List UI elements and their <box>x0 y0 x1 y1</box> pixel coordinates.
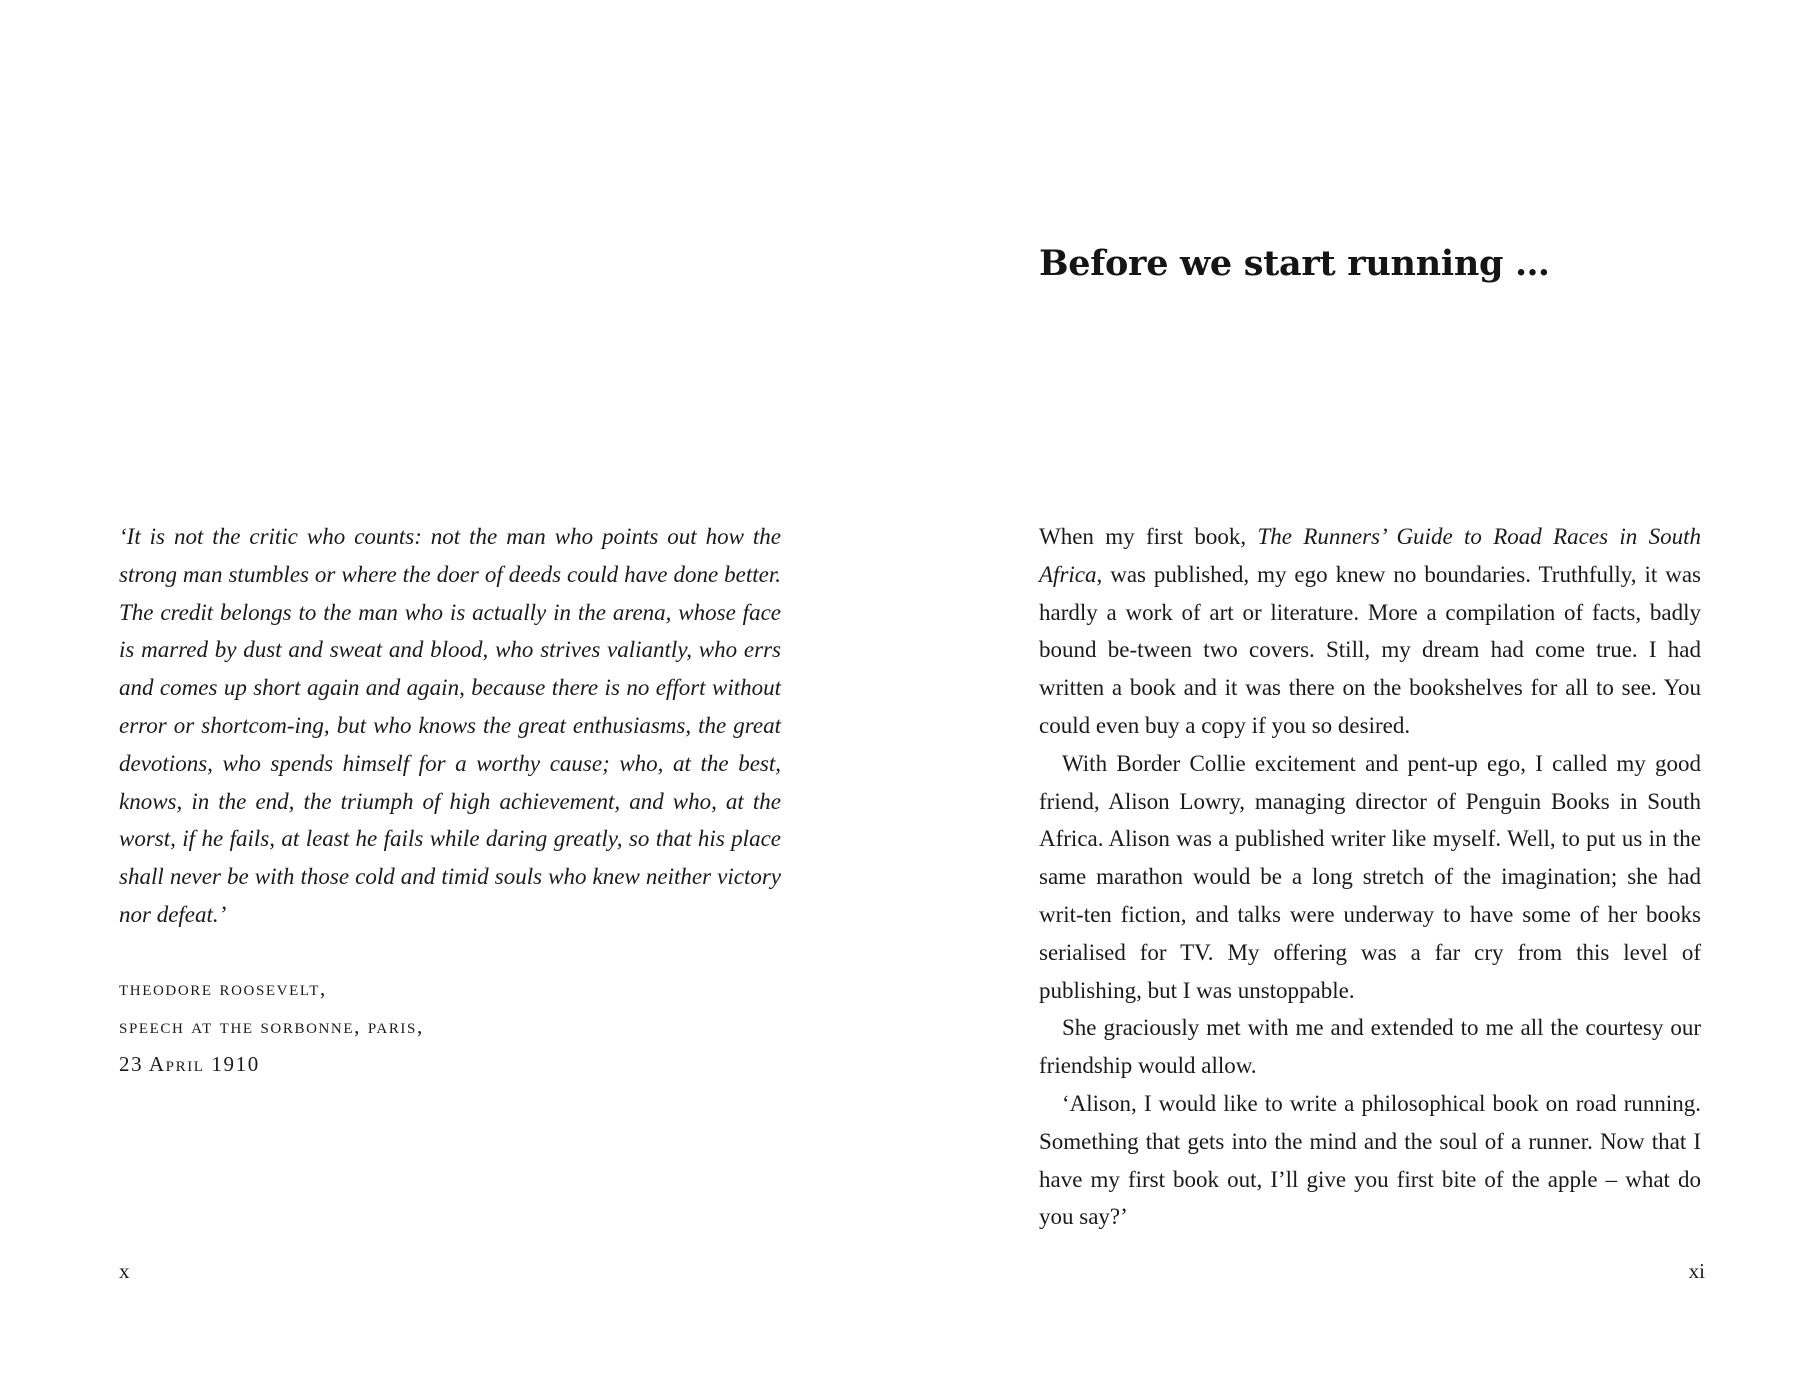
paragraph-4: ‘Alison, I would like to write a philosophical book on road running. Something that gets into the mind and the soul of a runner. Now that I have my first book out, I’ll give you first bite of the apple – what do you say?’ <box>1039 1090 1701 1230</box>
chapter-title: Before we start running … <box>1039 243 1550 284</box>
epigraph-attribution <box>119 969 781 1083</box>
epigraph <box>119 518 781 1083</box>
book-title: The Runners’ Guide to Road Races in South Africa <box>1039 524 1701 587</box>
paragraph-1 <box>1039 518 1701 745</box>
paragraph-1-rest: , was published, my ego knew no boundaries. Truthfully, it was hardly a work of art or literature. More a compilation of facts, badly bound be-tween two covers. Still, my dream had come true. I had written a book and it was there on the bookshelves for all to see. You could even buy a copy if you so desired. <box>1039 561 1701 738</box>
epigraph-quote: ‘It is not the critic who counts: not the man who points out how the strong man stumbles or where the doer of deeds could have done better. The credit belongs to the man who is actually in the arena, whose face is marred by dust and sweat and blood, who strives valiantly, who errs and comes up short again and again, because there is no effort without error or shortcom-ing, but who knows the great enthusiasms, the great devotions, who spends himself for a worthy cause; who, at the best, knows, in the end, the triumph of high achievement, and who, at the worst, if he fails, at least he fails while daring greatly, so that his place shall never be with those cold and timid souls who knew neither victory nor defeat.’ <box>119 524 781 927</box>
paragraph-3: She graciously met with me and extended to me all the courtesy our friendship would allow. <box>1039 1015 1701 1079</box>
paragraph-1-lead: When my first book, <box>1039 524 1258 549</box>
chapter-body <box>1039 518 1701 1236</box>
right-page <box>903 0 1807 1382</box>
left-page <box>0 0 903 1382</box>
attribution-date: 23 April 1910 <box>119 1051 260 1076</box>
attribution-source: speech at the sorbonne, paris, <box>119 1013 424 1038</box>
page-number-left: x <box>119 1259 130 1283</box>
attribution-name: theodore roosevelt, <box>119 975 327 1000</box>
paragraph-2: With Border Collie excitement and pent-up ego, I called my good friend, Alison Lowry, managing director of Penguin Books in South Africa. Alison was a published writer like myself. Well, to put us in the same marathon would be a long stretch of the imagination; she had writ-ten fiction, and talks were underway to have some of her books serialised for TV. My offering was a far cry from this level of publishing, but I was unstoppable. <box>1039 750 1701 1003</box>
page-number-right: xi <box>1688 1259 1705 1283</box>
